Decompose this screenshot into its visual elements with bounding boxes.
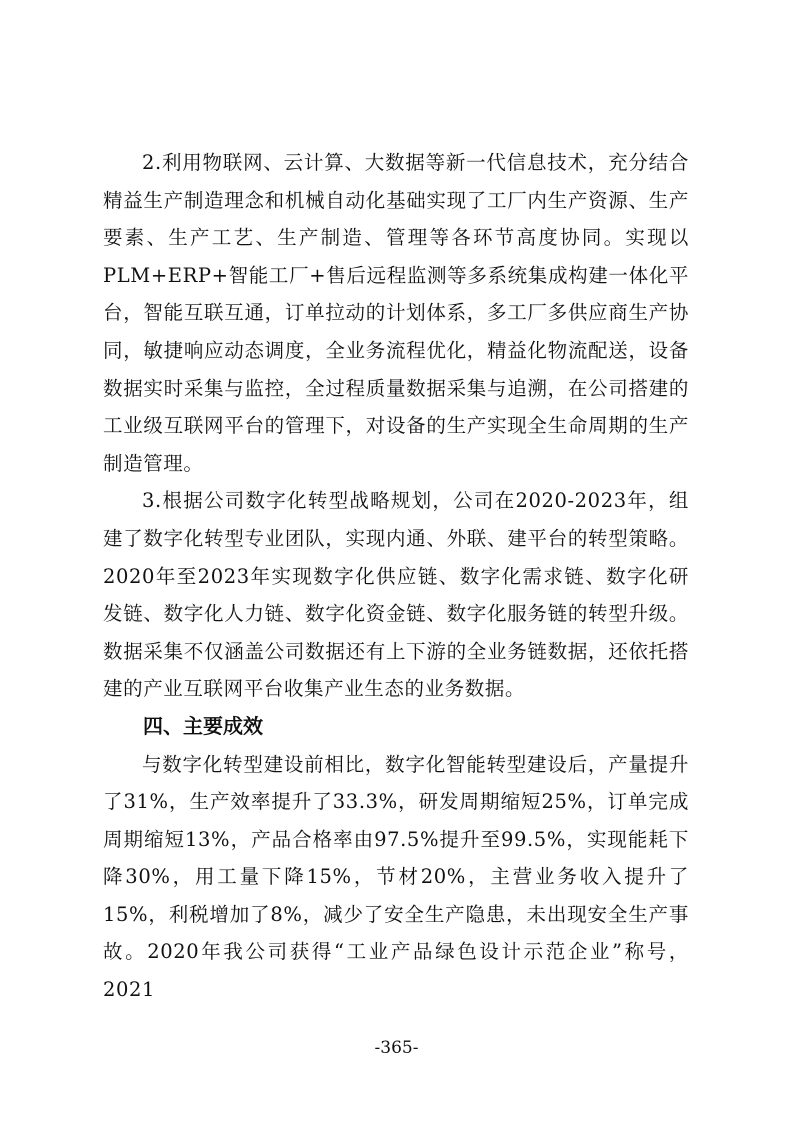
paragraph-results: 与数字化转型建设前相比，数字化智能转型建设后，产量提升了31%，生产效率提升了33.3%，研发周期缩短25%，订单完成周期缩短13%，产品合格率由97.5%提升至99.5%，实现能耗下降30%，用工量下降15%，节材20%，主营业务收入提升了15%，利税增加了8%，减少了安全生产隐患，未出现安全生产事故。2020年我公司获得“工业产品绿色设计示范企业”称号，2021 bbox=[103, 752, 689, 1002]
document-body bbox=[103, 144, 689, 1009]
page-number: -365- bbox=[374, 1038, 419, 1058]
section-heading: 四、主要成效 bbox=[143, 713, 263, 738]
paragraph-3: 3.根据公司数字化转型战略规划，公司在2020-2023年，组建了数字化转型专业团队，实现内通、外联、建平台的转型策略。2020年至2023年实现数字化供应链、数字化需求链、数字化研发链、数字化人力链、数字化资金链、数字化服务链的转型升级。数据采集不仅涵盖公司数据还有上下游的全业务链数据，还依托搭建的产业互联网平台收集产业生态的业务数据。 bbox=[103, 489, 689, 701]
paragraph-2: 2.利用物联网、云计算、大数据等新一代信息技术，充分结合精益生产制造理念和机械自动化基础实现了工厂内生产资源、生产要素、生产工艺、生产制造、管理等各环节高度协同。实现以PLM+ERP+智能工厂+售后远程监测等多系统集成构建一体化平台，智能互联互通，订单拉动的计划体系，多工厂多供应商生产协同，敏捷响应动态调度，全业务流程优化，精益化物流配送，设备数据实时采集与监控，全过程质量数据采集与追溯，在公司搭建的工业级互联网平台的管理下，对设备的生产实现全生命周期的生产制造管理。 bbox=[103, 151, 689, 475]
